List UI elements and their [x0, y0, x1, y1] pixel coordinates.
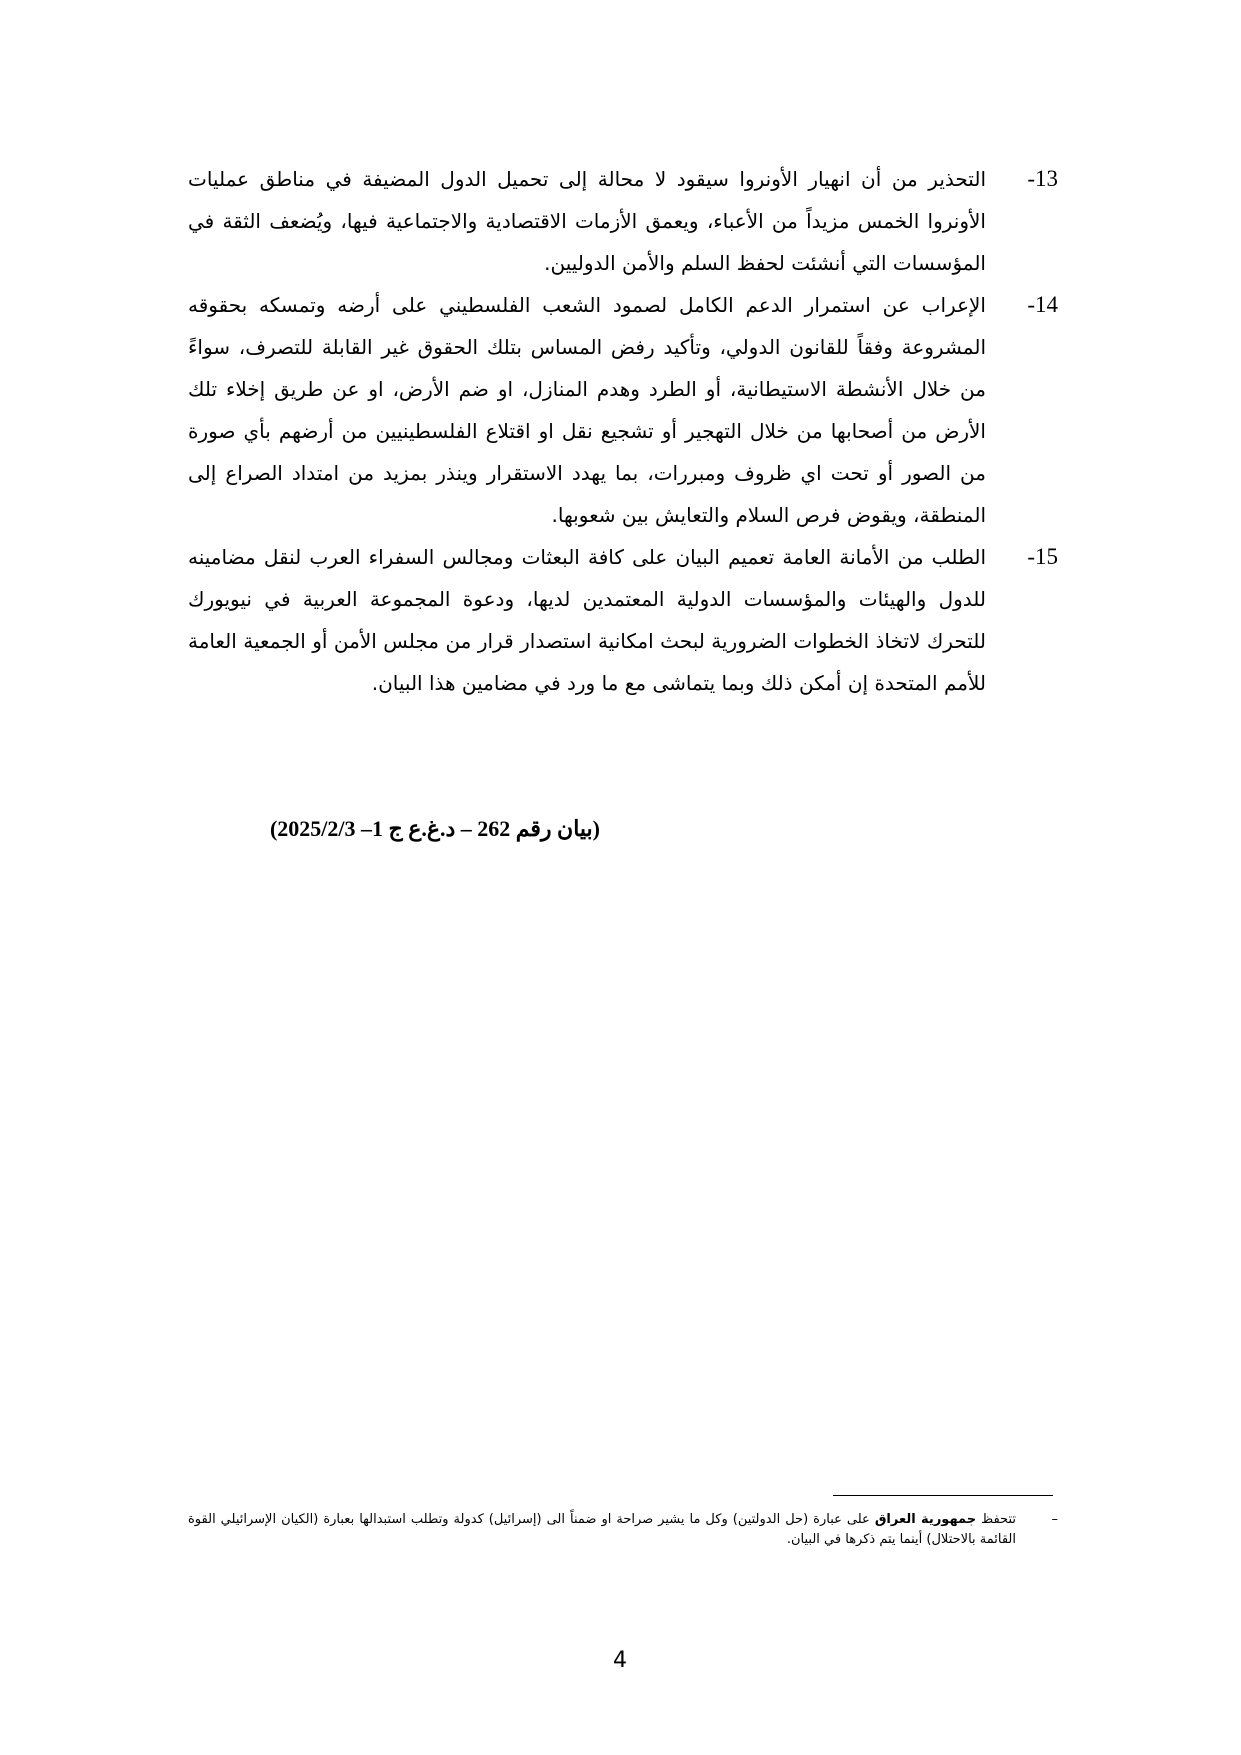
footnote-country: جمهورية العراق	[874, 1512, 977, 1527]
item-number: -15	[1027, 544, 1058, 569]
resolution-item-14	[188, 284, 1058, 536]
item-text: الطلب من الأمانة العامة تعميم البيان على كافة البعثات ومجالس السفراء العرب لنقل مضامينه للدول والهيئات والمؤسسات الدولية المعتمدين لديها، ودعوة المجموعة العربية في نيويورك للتحرك لاتخاذ الخطوات الضرورية لبحث امكانية استصدار قرار من مجلس الأمن أو الجمعية العامة للأمم المتحدة إن أمكن ذلك وبما يتماشى مع ما ورد في مضامين هذا البيان.	[188, 545, 986, 695]
resolution-items	[188, 158, 1058, 704]
resolution-item-15	[188, 536, 1058, 704]
footnote	[188, 1510, 1058, 1550]
footnote-text	[188, 1510, 1058, 1550]
footnote-separator	[833, 1495, 1053, 1496]
footnote-body: على عبارة (حل الدولتين) وكل ما يشير صراحة او ضمناً الى (إسرائيل) كدولة وتطلب استبدالها بعبارة (الكيان الإسرائيلي القوة القائمة بالاحتلال) أينما يتم ذكرها في البيان.	[188, 1512, 1016, 1547]
item-text: الإعراب عن استمرار الدعم الكامل لصمود الشعب الفلسطيني على أرضه وتمسكه بحقوقه المشروعة وفقاً للقانون الدولي، وتأكيد رفض المساس بتلك الحقوق غير القابلة للتصرف، سواءً من خلال الأنشطة الاستيطانية، أو الطرد وهدم المنازل، او ضم الأرض، او عن طريق إخلاء تلك الأرض من أصحابها من خلال التهجير أو تشجيع نقل او اقتلاع الفلسطينيين من أرضهم بأي صورة من الصور أو تحت اي ظروف ومبررات، بما يهدد الاستقرار وينذر بمزيد من امتداد الصراع إلى المنطقة، ويقوض فرص السلام والتعايش بين شعوبها.	[188, 293, 986, 527]
resolution-item-13	[188, 158, 1058, 284]
item-text: التحذير من أن انهيار الأونروا سيقود لا محالة إلى تحميل الدول المضيفة في مناطق عمليات الأونروا الخمس مزيداً من الأعباء، ويعمق الأزمات الاقتصادية والاجتماعية فيها، ويُضعف الثقة في المؤسسات التي أنشئت لحفظ السلم والأمن الدوليين.	[188, 167, 986, 275]
footnote-dash: –	[1051, 1512, 1058, 1527]
item-number: -14	[1027, 292, 1058, 317]
footnote-prefix: تتحفظ	[981, 1512, 1016, 1527]
item-number: -13	[1027, 166, 1058, 191]
page-number: 4	[613, 1648, 627, 1673]
statement-reference: (بيان رقم 262 – د.غ.ع ج 1– 2025/2/3)	[269, 816, 600, 841]
